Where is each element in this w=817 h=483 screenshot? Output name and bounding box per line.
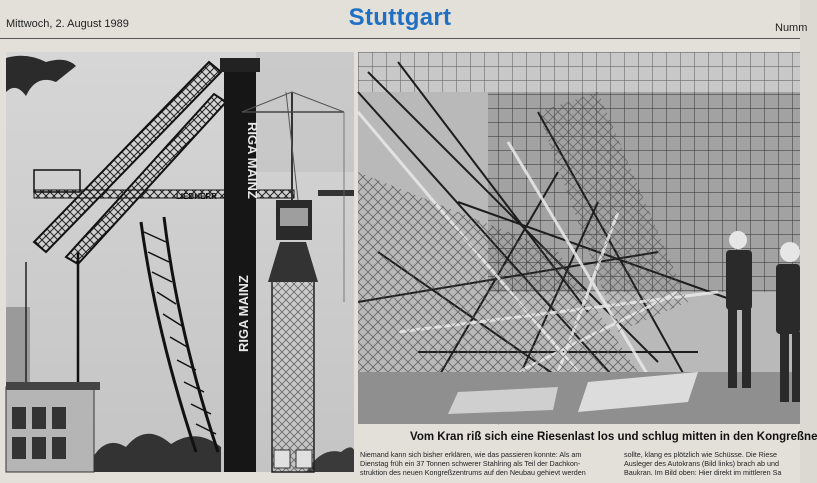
caption-headline: Vom Kran riß sich eine Riesenlast los und schlug mitten in den Kongreßne <box>410 431 817 443</box>
collapse-photo <box>358 52 800 424</box>
crane-photo <box>6 52 354 472</box>
caption-line: Niemand kann sich bisher erklären, wie das passieren konnte: Als am <box>360 450 582 459</box>
crane-brand-text: LIEBHERR <box>176 192 217 201</box>
page-number-label: Numm <box>775 22 808 34</box>
caption-column-1 <box>360 450 618 477</box>
crane-illustration <box>6 52 354 472</box>
crane-text-upper: RIGA MAINZ <box>245 122 260 199</box>
scaffold-illustration <box>358 52 800 424</box>
header-rule <box>0 38 800 39</box>
caption-line: struktion des neuen Kongreßzentrums auf den Neubau gehievt werden <box>360 468 586 477</box>
caption-column-2 <box>624 450 800 477</box>
caption-line: Dienstag früh ein 37 Tonnen schwerer Stahlring als Teil der Dachkon- <box>360 459 581 468</box>
issue-date: Mittwoch, 2. August 1989 <box>6 18 129 30</box>
caption-line: Ausleger des Autokrans (Bild links) brach ab und <box>624 459 780 468</box>
section-title: Stuttgart <box>348 4 452 31</box>
crane-text-lower: RIGA MAINZ <box>236 275 251 352</box>
caption-line: sollte, klang es plötzlich wie Schüsse. Die Riese <box>624 450 778 459</box>
caption-line: Baukran. Im Bild oben: Hier direkt im mittleren Sa <box>624 468 782 477</box>
